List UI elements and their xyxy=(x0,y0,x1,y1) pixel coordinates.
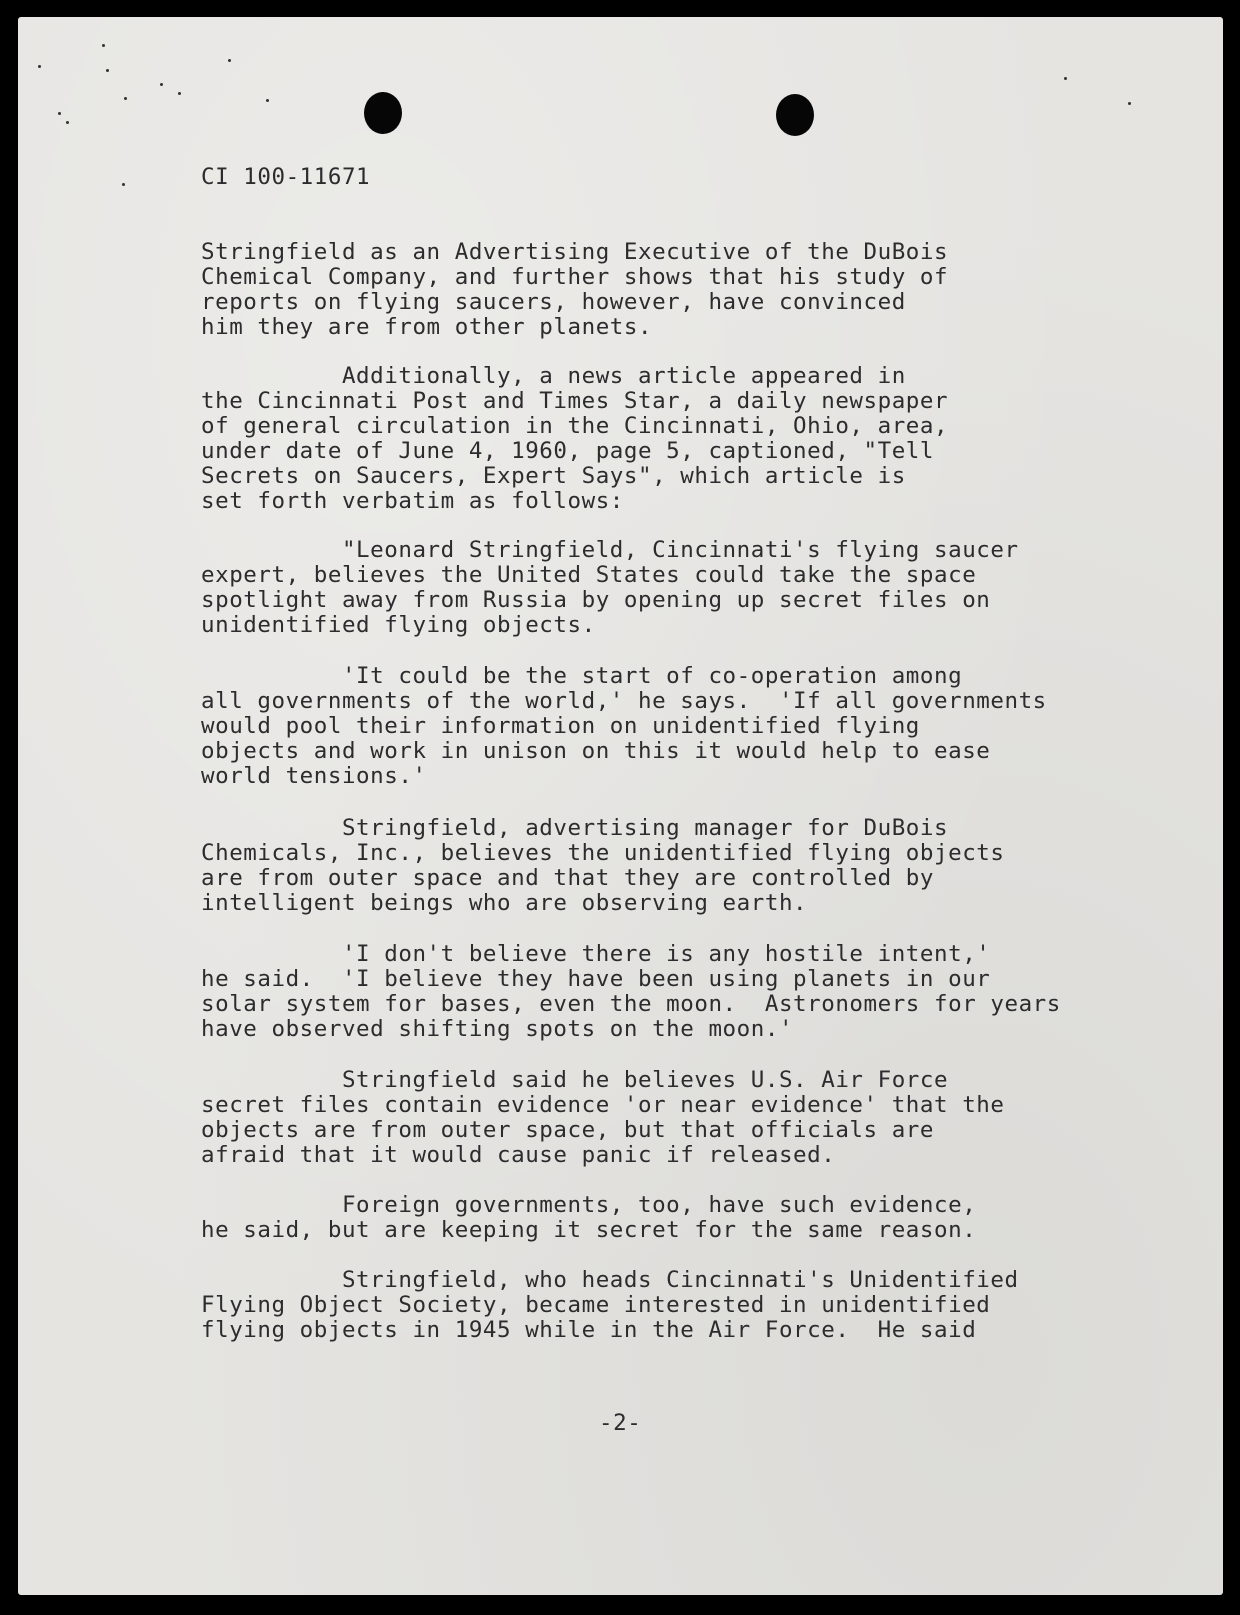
paper-speck xyxy=(102,44,105,47)
punch-hole-left xyxy=(364,92,402,134)
paper-speck xyxy=(160,83,163,86)
paragraph: 'It could be the start of co-operation among all governments of the world,' he says. 'If all governments would pool their information on unidentified flying objects and work in unison on this it would help to ease world tensions.' xyxy=(201,663,1047,789)
paper-speck xyxy=(106,69,109,72)
paper-speck xyxy=(38,65,41,68)
paragraph: Stringfield said he believes U.S. Air Force secret files contain evidence 'or near evidence' that the objects are from outer space, but that officials are afraid that it would cause panic if released. xyxy=(201,1067,1005,1168)
paper-speck xyxy=(66,121,69,124)
paper-speck xyxy=(124,97,127,100)
paragraph: Stringfield as an Advertising Executive of the DuBois Chemical Company, and further shows that his study of reports on flying saucers, however, have convinced him they are from other planets. xyxy=(201,239,949,340)
paper-speck xyxy=(178,92,181,95)
paragraph: Foreign governments, too, have such evidence, he said, but are keeping it secret for the same reason. xyxy=(201,1192,977,1243)
paragraph: Stringfield, advertising manager for DuBois Chemicals, Inc., believes the unidentified flying objects are from outer space and that they are controlled by intelligent beings who are observing earth. xyxy=(201,815,1005,916)
paragraph: "Leonard Stringfield, Cincinnati's flying saucer expert, believes the United States could take the space spotlight away from Russia by opening up secret files on unidentified flying objects. xyxy=(201,537,1019,638)
paper-speck xyxy=(1064,77,1067,80)
paragraph: 'I don't believe there is any hostile intent,' he said. 'I believe they have been using planets in our solar system for bases, even the moon. Astronomers for years have observed shifting spots on the moon.' xyxy=(201,941,1061,1042)
paper-speck xyxy=(58,112,61,115)
paragraph: Stringfield, who heads Cincinnati's Unidentified Flying Object Society, became interested in unidentified flying objects in 1945 while in the Air Force. He said xyxy=(201,1267,1019,1343)
paper-speck xyxy=(1128,102,1131,105)
punch-hole-right xyxy=(776,94,814,136)
paper-speck xyxy=(228,59,231,62)
page-number: -2- xyxy=(599,1410,642,1436)
paragraph: Additionally, a news article appeared in the Cincinnati Post and Times Star, a daily newspaper of general circulation in the Cincinnati, Ohio, area, under date of June 4, 1960, page 5, captioned, "Tell Secrets on Saucers, Expert Says", which article is set forth verbatim as follows: xyxy=(201,363,949,514)
file-number: CI 100-11671 xyxy=(201,164,371,190)
paper-speck xyxy=(266,99,269,102)
paper-speck xyxy=(122,183,125,186)
